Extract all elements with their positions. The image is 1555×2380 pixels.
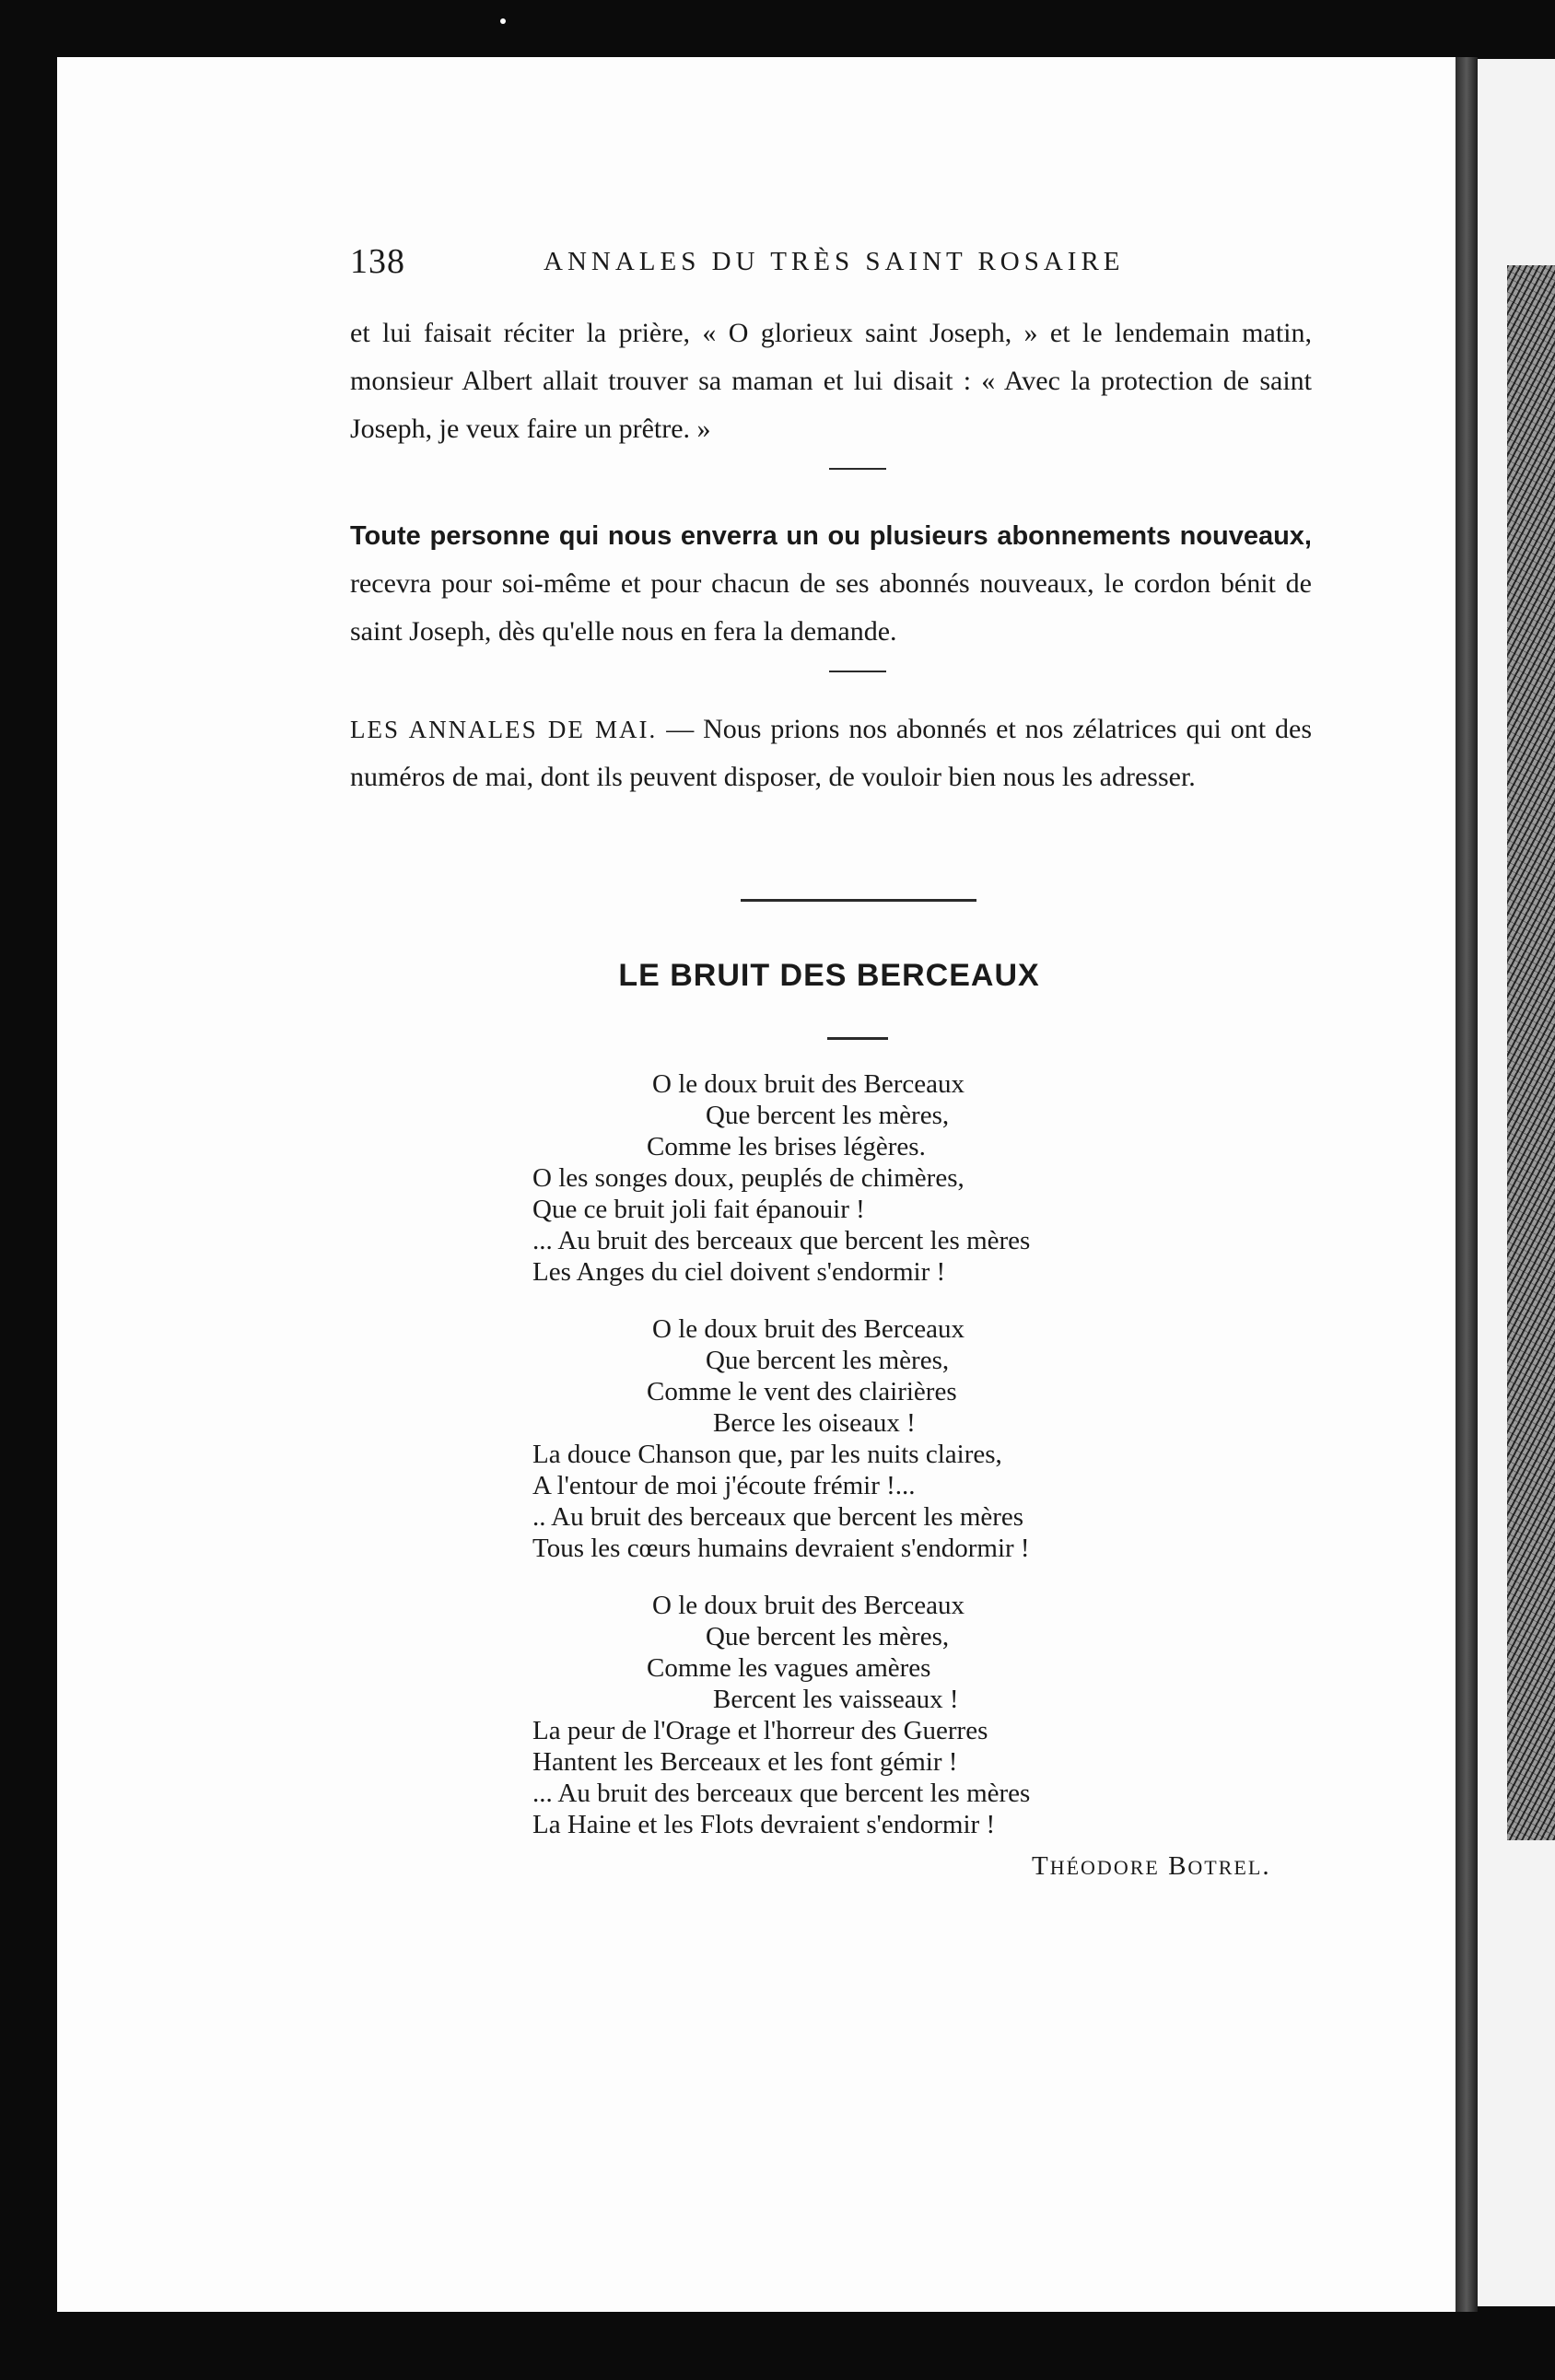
poem-line: Berce les oiseaux ! <box>713 1408 916 1438</box>
poem-line: ... Au bruit des berceaux que bercent les mères <box>532 1779 1031 1808</box>
poem-line: Hantent les Berceaux et les font gémir ! <box>532 1747 958 1777</box>
poem-line: Les Anges du ciel doivent s'endormir ! <box>532 1257 946 1287</box>
poem-line: Tous les cœurs humains devraient s'endormir ! <box>532 1534 1030 1563</box>
poem-stanza-3 <box>532 1590 1233 1840</box>
title-rule <box>827 1037 888 1040</box>
author-initial: B <box>1168 1851 1188 1881</box>
running-title: ANNALES DU TRÈS SAINT ROSAIRE <box>544 247 1125 276</box>
author-first-name: HÉODORE <box>1049 1856 1160 1879</box>
poem-line: La peur de l'Orage et l'horreur des Guerres <box>532 1716 988 1745</box>
poem-line: Que bercent les mères, <box>706 1346 950 1375</box>
poem-line: O les songes doux, peuplés de chimères, <box>532 1163 965 1193</box>
facing-page-engraving <box>1507 265 1555 1840</box>
poem-stanza-2 <box>532 1313 1233 1564</box>
poem-line: Que ce bruit joli fait épanouir ! <box>532 1195 865 1224</box>
closing-paragraph <box>350 309 1312 453</box>
may-annals-text: — Nous prions nos abonnés et nos zélatrices qui ont des numéros de mai, dont ils peuvent disposer, de vouloir bien nous les adresser. <box>350 714 1312 792</box>
poem-author <box>1032 1851 1271 1882</box>
poem-line: Que bercent les mères, <box>706 1622 950 1651</box>
poem-line: Comme les brises légères. <box>647 1132 926 1161</box>
page-number: 138 <box>350 242 405 281</box>
subscription-notice-lead: Toute personne qui nous enverra un ou plusieurs abonnements nouveaux, <box>350 521 1312 551</box>
poem-line: La douce Chanson que, par les nuits claires, <box>532 1440 1002 1469</box>
may-annals-lead: LES ANNALES DE MAI. <box>350 716 658 743</box>
poem-line: O le doux bruit des Berceaux <box>652 1314 965 1344</box>
section-rule <box>829 468 886 470</box>
poem-line: A l'entour de moi j'écoute frémir !... <box>532 1471 916 1500</box>
poem-line: O le doux bruit des Berceaux <box>652 1591 965 1620</box>
may-annals-notice <box>350 706 1312 801</box>
book-spine <box>1456 57 1478 2312</box>
poem-line: Comme le vent des clairières <box>647 1377 957 1406</box>
poem-line: ... Au bruit des berceaux que bercent les mères <box>532 1226 1031 1255</box>
poem-line: .. Au bruit des berceaux que bercent les mères <box>532 1502 1024 1532</box>
closing-paragraph-text: et lui faisait réciter la prière, « O glorieux saint Joseph, » et le lendemain matin, monsieur Albert allait trouver sa maman et lui disait : « Avec la protection de saint Joseph, je veux faire un prêtre. » <box>350 318 1312 444</box>
poem-stanza-1 <box>532 1068 1233 1288</box>
long-divider <box>741 899 976 902</box>
author-punctuation: . <box>1262 1851 1271 1881</box>
subscription-notice <box>350 512 1312 656</box>
section-rule <box>829 671 886 672</box>
poem <box>532 1068 1233 1866</box>
author-initial: T <box>1032 1851 1050 1881</box>
poem-line: La Haine et les Flots devraient s'endormir ! <box>532 1810 996 1839</box>
poem-line: O le doux bruit des Berceaux <box>652 1069 965 1099</box>
page-header <box>350 241 1179 286</box>
author-last-name: OTREL <box>1187 1856 1263 1879</box>
poem-title: LE BRUIT DES BERCEAUX <box>618 958 1040 993</box>
poem-line: Comme les vagues amères <box>647 1653 931 1683</box>
scan-speck <box>500 18 506 24</box>
subscription-notice-text: recevra pour soi-même et pour chacun de ses abonnés nouveaux, le cordon bénit de saint Joseph, dès qu'elle nous en fera la demande. <box>350 568 1312 647</box>
poem-line: Bercent les vaisseaux ! <box>713 1685 959 1714</box>
poem-line: Que bercent les mères, <box>706 1101 950 1130</box>
